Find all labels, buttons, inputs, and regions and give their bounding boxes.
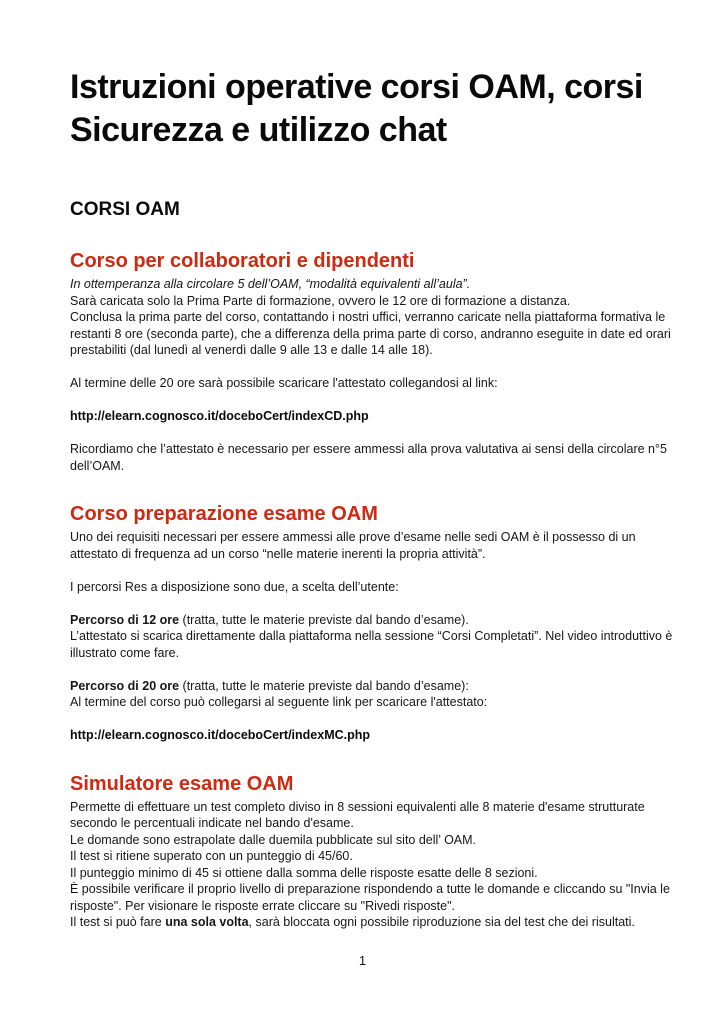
s3-paragraph-line: Il test si ritiene superato con un punteggio di 45/60. (70, 849, 353, 863)
s3-paragraph-line: Le domande sono estrapolate dalle duemila pubblicate sul sito dell’ OAM. (70, 832, 477, 847)
section-heading-corso-collaboratori: Corso per collaboratori e dipendenti (70, 250, 415, 272)
s2-percorso-12-bold: Percorso di 12 ore (70, 612, 180, 627)
page-number: 1 (358, 953, 367, 968)
s2-percorso-12-line (70, 612, 675, 629)
s2-certificate-link-mc[interactable]: http://elearn.cognosco.it/doceboCert/indexMC.php (70, 728, 371, 742)
s1-paragraph-line: Ricordiamo che l’attestato è necessario per essere ammessi alla prova valutativa ai sensi della circolare n°5 dell’OAM. (70, 442, 667, 473)
s3-paragraph-line: Il punteggio minimo di 45 si ottiene dalla somma delle risposte esatte delle 8 sezioni. (70, 865, 538, 880)
s3-l6-post: , sarà bloccata ogni possibile riproduzione sia del test che dei risultati. (248, 915, 635, 929)
s3-paragraph-line: Permette di effettuare un test completo diviso in 8 sessioni equivalenti alle 8 materie d'esame strutturate secondo le percentuali indicate nel bando d'esame. (70, 799, 645, 830)
s3-una-sola-volta-line (70, 914, 675, 931)
s3-l6-pre: Il test si può fare (70, 915, 166, 929)
s2-percorso-20-bold: Percorso di 20 ore (70, 678, 180, 693)
s2-paragraph-line: I percorsi Res a disposizione sono due, a scelta dell’utente: (70, 579, 399, 594)
s2-percorso-20-line (70, 678, 675, 695)
s1-certificate-link-cd[interactable]: http://elearn.cognosco.it/doceboCert/indexCD.php (70, 409, 369, 423)
s2-paragraph-line: L’attestato si scarica direttamente dalla piattaforma nella sessione “Corsi Completati”. Nel video introduttivo è illustrato come fare. (70, 629, 673, 660)
section-heading-corso-preparazione: Corso preparazione esame OAM (70, 503, 378, 525)
s1-paragraph-line: Conclusa la prima parte del corso, contattando i nostri uffici, verranno caricate nella piattaforma formativa le restanti 8 ore (seconda parte), che a differenza della prima parte di corso, andranno eseguite in date ed orari prestabiliti (dal lunedì al venerdì dalle 9 alle 13 e dalle 14 alle 18). (70, 310, 671, 357)
section-heading-simulatore: Simulatore esame OAM (70, 772, 294, 795)
s3-paragraph-line: È possibile verificare il proprio livello di preparazione rispondendo a tutte le domande e cliccando su "Invia le risposte". Per visionare le risposte errate cliccare su "Rivedi risposte". (70, 882, 670, 913)
s1-intro-italic: In ottemperanza alla circolare 5 dell’OAM, “modalità equivalenti all’aula”. (70, 277, 471, 291)
s2-paragraph-line: Al termine del corso può collegarsi al seguente link per scaricare l'attestato: (70, 695, 488, 709)
s2-paragraph-line: Uno dei requisiti necessari per essere ammessi alle prove d’esame nelle sedi OAM è il possesso di un attestato di frequenza ad un corso “nelle materie inerenti la propria attività”. (70, 530, 636, 561)
s1-paragraph-line: Sarà caricata solo la Prima Parte di formazione, ovvero le 12 ore di formazione a distanza. (70, 293, 571, 308)
s2-percorso-20-rest: (tratta, tutte le materie previste dal bando d’esame): (179, 678, 469, 693)
chapter-heading-corsi-oam: CORSI OAM (70, 199, 180, 220)
document-title: Istruzioni operative corsi OAM, corsi Sicurezza e utilizzo chat (70, 68, 643, 149)
s1-paragraph-line: Al termine delle 20 ore sarà possibile scaricare l'attestato collegandosi al link: (70, 376, 498, 390)
s2-percorso-12-rest: (tratta, tutte le materie previste dal bando d’esame). (179, 612, 469, 627)
s3-l6-bold: una sola volta (165, 915, 249, 929)
